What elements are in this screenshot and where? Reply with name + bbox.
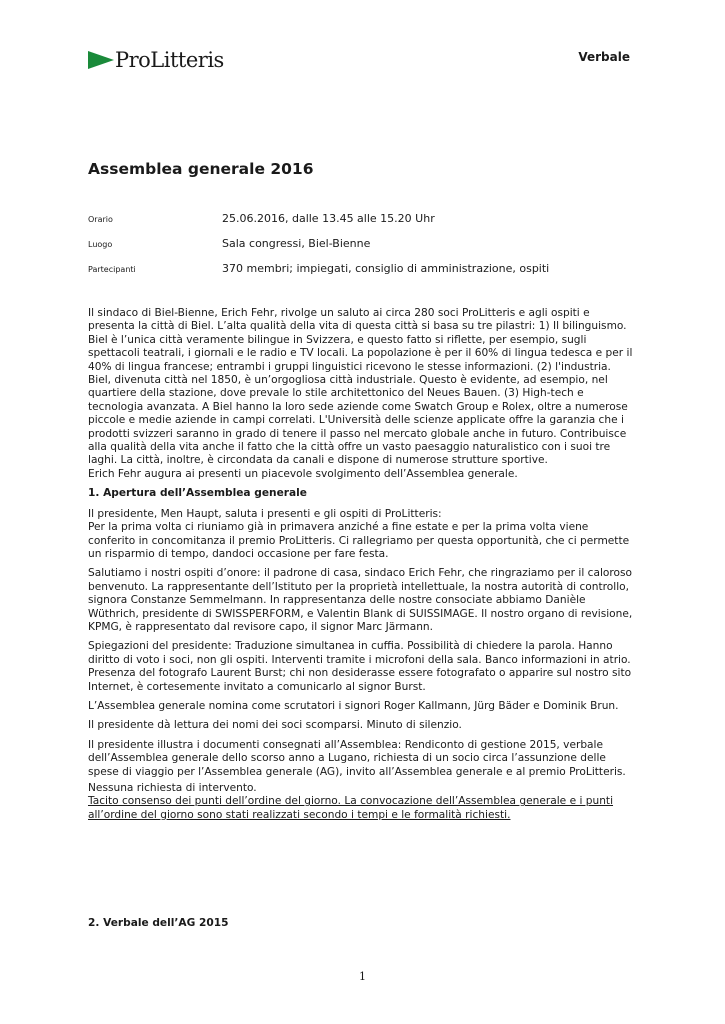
section-2-heading: 2. Verbale dell’AG 2015 — [88, 917, 229, 929]
section-paragraph: Salutiamo i nostri ospiti d’onore: il padrone di casa, sindaco Erich Fehr, che ringraziamo per il caloroso benvenuto. La rappresentante dell’Istituto per la proprietà intellettuale, la nostra autorità di controllo, signora Constanze Semmelmann. In rappresentanza delle nostre consociate abbiamo Danièle Wüthrich, presidente di SWISSPERFORM, e Valentin Blank di SUISSIMAGE. Il nostro organo di revisione, KPMG, è rappresentato dal revisore capo, il signor Marc Järmann. — [88, 567, 633, 633]
section-paragraph: L’Assemblea generale nomina come scrutatori i signori Roger Kallmann, Jürg Bäder e Dominik Brun. — [88, 699, 619, 712]
meta-label: Partecipanti — [88, 265, 136, 274]
section-paragraph: Per la prima volta ci riuniamo già in primavera anziché a fine estate e per la prima volta viene conferito in concomitanza il premio ProLitteris. Ci rallegriamo per questa opportunità, che ci permette un risparmio di tempo, dandoci occasione per fare festa. — [88, 521, 630, 560]
section-1-resolution: Tacito consenso dei punti dell’ordine del giorno. La convocazione dell’Assemblea generale e i punti all’ordine del giorno sono stati realizzati secondo i tempi e le formalità richiesti. — [88, 795, 614, 821]
logo-text: ProLitteris — [115, 48, 224, 72]
section-paragraph: Il presidente illustra i documenti consegnati all’Assemblea: Rendiconto di gestione 2015, verbale dell’Assemblea generale dello scorso anno a Lugano, richiesta di un socio circa l’assunzione delle spese di viaggio per l’Assemblea generale (AG), invito all’Assemblea generale e al premio ProLitteris. — [88, 738, 626, 778]
meta-label: Luogo — [88, 240, 113, 249]
meta-row-participants — [88, 262, 648, 287]
section-1-heading: 1. Apertura dell’Assemblea generale — [88, 487, 307, 500]
page-number: 1 — [359, 970, 366, 983]
prolitteris-logo — [88, 48, 224, 72]
document-type: Verbale — [578, 50, 630, 64]
meta-value: 370 membri; impiegati, consiglio di amministrazione, ospiti — [222, 262, 550, 275]
meta-row-place — [88, 237, 648, 262]
section-paragraph: Spiegazioni del presidente: Traduzione simultanea in cuffia. Possibilità di chiedere la parola. Hanno diritto di voto i soci, non gli ospiti. Interventi tramite i microfoni della sala. Banco informazioni in atrio. Presenza del fotografo Laurent Burst; chi non desiderasse essere fotografato o apparire sul nostro sito Internet, è cortesemente invitato a comunicarlo al signor Burst. — [88, 640, 632, 693]
meta-label: Orario — [88, 215, 113, 224]
meeting-details — [88, 212, 648, 287]
intro-paragraph: Il sindaco di Biel-Bienne, Erich Fehr, rivolge un saluto ai circa 280 soci ProLitteris e agli ospiti e presenta la città di Biel. L’alta qualità della vita di questa città si basa su tre pilastri: 1) Il bilinguismo. Biel è l’unica città veramente bilingue in Svizzera, e questo fatto si riflette, per esempio, sugli spettacoli teatrali, i giornali e le radio e TV locali. La popolazione è per il 60% di lingua tedesca e per il 40% di lingua francese; entrambi i gruppi linguistici ricevono le stesse informazioni. (2) l'industria. Biel, divenuta città nel 1850, è un’orgogliosa città industriale. Questo è evidente, ad esempio, nel quartiere della stazione, dove prevale lo stile architettonico del Neues Bauen. (3) High-tech e tecnologia avanzata. A Biel hanno la loro sede aziende come Swatch Group e Rolex, oltre a numerose piccole e medie aziende in campi correlati. L'Università delle scienze applicate offre la garanzia che i prodotti svizzeri saranno in grado di tenere il passo nel mercato globale anche in futuro. Contribuisce alla qualità della vita anche il fatto che la città offre un vasto paesaggio naturalistico con i suoi tre laghi. La città, inoltre, è circondata da canali e dispone di numerose strutture sportive. — [88, 307, 633, 467]
logo-flag-icon — [88, 51, 114, 69]
meta-row-time — [88, 212, 648, 237]
meta-value: Sala congressi, Biel-Bienne — [222, 237, 371, 250]
document-title: Assemblea generale 2016 — [88, 160, 314, 178]
section-paragraph: Il presidente, Men Haupt, saluta i presenti e gli ospiti di ProLitteris: — [88, 507, 442, 520]
meta-value: 25.06.2016, dalle 13.45 alle 15.20 Uhr — [222, 212, 435, 225]
section-paragraph: Il presidente dà lettura dei nomi dei soci scomparsi. Minuto di silenzio. — [88, 719, 462, 732]
minutes-body — [88, 307, 633, 828]
intro-closing: Erich Fehr augura ai presenti un piacevole svolgimento dell’Assemblea generale. — [88, 467, 518, 480]
section-paragraph: Nessuna richiesta di intervento. — [88, 782, 257, 794]
